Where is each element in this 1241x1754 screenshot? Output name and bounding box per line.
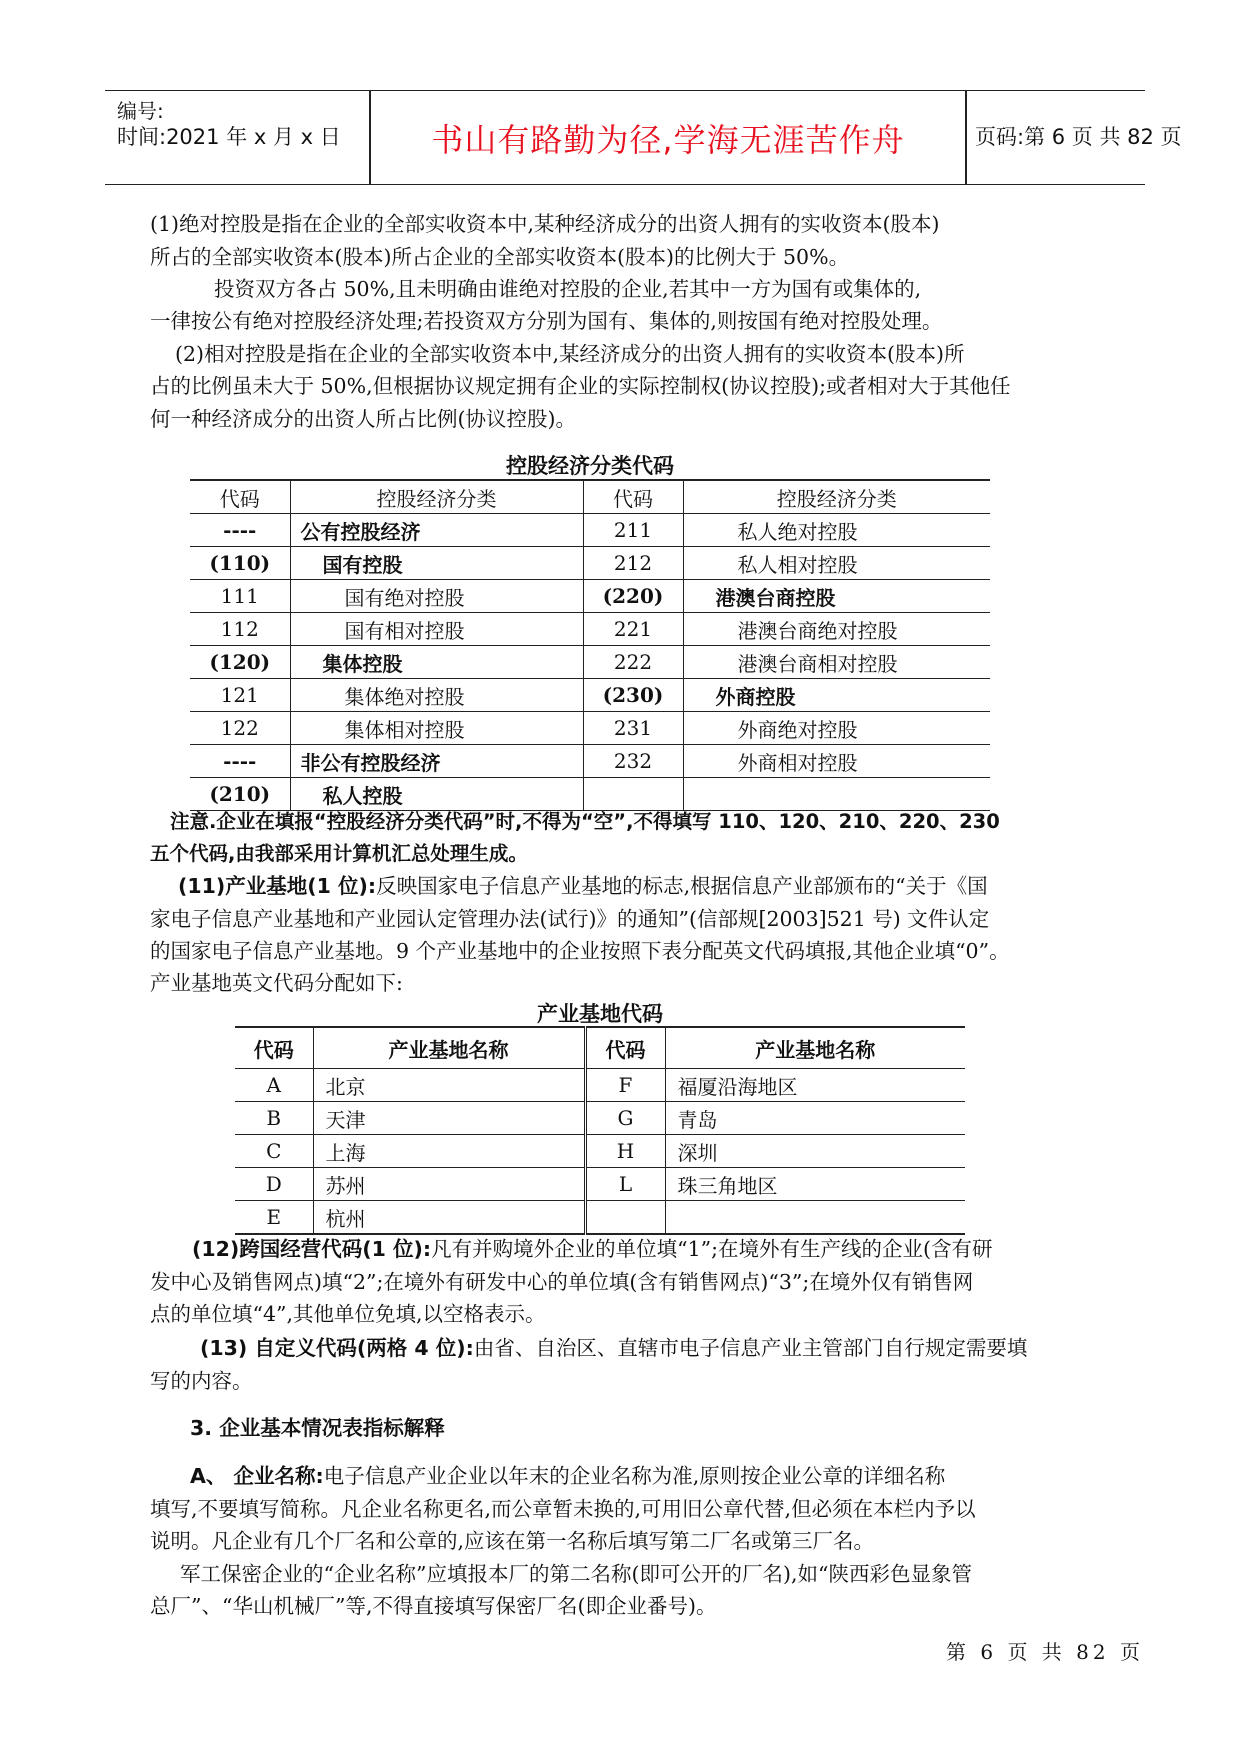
column-header: 控股经济分类 xyxy=(776,486,897,511)
item11-line: 的国家电子信息产业基地。9 个产业基地中的企业按照下表分配英文代码填报,其他企业填“0”。 xyxy=(150,939,1010,963)
note-line: 注意.企业在填报“控股经济分类代码”时,不得为“空”,不得填写 110、120、210、220、230 xyxy=(170,810,1000,833)
item12-head: (12)跨国经营代码(1 位): xyxy=(192,1237,432,1261)
code-cell: (210) xyxy=(190,778,290,811)
page-label: 页码:第 6 页 共 82 页 xyxy=(975,125,1182,149)
category-cell: 私人控股 xyxy=(290,778,583,811)
code-cell: 211 xyxy=(583,514,683,547)
table-row xyxy=(235,1069,965,1102)
code-cell: 121 xyxy=(190,679,290,712)
section-title: 3. 企业基本情况表指标解释 xyxy=(190,1416,445,1440)
column-header: 代码 xyxy=(190,480,290,514)
base-name-cell: 苏州 xyxy=(313,1168,585,1201)
column-header: 代码 xyxy=(585,1027,665,1069)
itemA-text: 电子信息产业企业以年末的企业名称为准,原则按企业公章的详细名称 xyxy=(323,1464,946,1488)
code-cell: 221 xyxy=(583,613,683,646)
code-cell: (120) xyxy=(190,646,290,679)
holding-code-table xyxy=(190,479,990,811)
category-cell: 港澳台商控股 xyxy=(715,585,836,610)
base-name-cell: 福厦沿海地区 xyxy=(677,1074,798,1099)
paragraph-line: 所占的全部实收资本(股本)所占企业的全部实收资本(股本)的比例大于 50%。 xyxy=(150,245,850,269)
code-cell: 212 xyxy=(583,547,683,580)
code-cell: G xyxy=(585,1102,665,1135)
item11-line xyxy=(178,870,1128,903)
paragraph-line: 投资双方各占 50%,且未明确由谁绝对控股的企业,若其中一方为国有或集体的, xyxy=(214,277,922,301)
category-cell: 国有控股 xyxy=(290,547,583,580)
base-name-cell: 珠三角地区 xyxy=(677,1173,778,1198)
code-cell: A xyxy=(235,1069,313,1102)
code-cell: 222 xyxy=(583,646,683,679)
paragraph-line: 何一种经济成分的出资人所占比例(协议控股)。 xyxy=(150,407,576,431)
itemA-line: 军工保密企业的“企业名称”应填报本厂的第二名称(即可公开的厂名),如“陕西彩色显象管 xyxy=(180,1562,972,1586)
code-cell xyxy=(585,1201,665,1235)
column-header: 控股经济分类 xyxy=(290,480,583,514)
table-row xyxy=(190,712,990,745)
code-cell: ---- xyxy=(190,514,290,547)
base-name-cell xyxy=(665,1201,965,1235)
code-cell: (230) xyxy=(583,679,683,712)
category-cell: 私人绝对控股 xyxy=(737,519,858,544)
column-header: 产业基地名称 xyxy=(755,1037,876,1062)
base-name-cell: 青岛 xyxy=(677,1107,718,1132)
category-cell: 外商控股 xyxy=(715,684,796,709)
table-title: 控股经济分类代码 xyxy=(506,454,674,478)
category-cell: 外商相对控股 xyxy=(737,750,858,775)
category-cell: 港澳台商绝对控股 xyxy=(737,618,898,643)
code-cell: H xyxy=(585,1135,665,1168)
base-name-cell: 上海 xyxy=(313,1135,585,1168)
table-row xyxy=(190,679,990,712)
table-row xyxy=(235,1135,965,1168)
paragraph-line: 占的比例虽未大于 50%,但根据协议规定拥有企业的实际控制权(协议控股);或者相对大于其他任 xyxy=(150,374,1011,398)
category-cell: 外商绝对控股 xyxy=(737,717,858,742)
category-cell: 公有控股经济 xyxy=(290,514,583,547)
table-row xyxy=(235,1201,965,1235)
code-cell: L xyxy=(585,1168,665,1201)
table-row xyxy=(190,646,990,679)
category-cell: 非公有控股经济 xyxy=(290,745,583,778)
header-divider xyxy=(965,91,967,184)
table-row xyxy=(235,1168,965,1201)
table-row xyxy=(190,547,990,580)
paragraph-line: (2)相对控股是指在企业的全部实收资本中,某经济成分的出资人拥有的实收资本(股本)所 xyxy=(175,342,965,366)
itemA-head: A、 企业名称: xyxy=(190,1464,324,1488)
note-line: 五个代码,由我部采用计算机汇总处理生成。 xyxy=(150,842,528,865)
code-cell: D xyxy=(235,1168,313,1201)
base-name-cell: 杭州 xyxy=(313,1201,585,1235)
code-cell: 122 xyxy=(190,712,290,745)
item13-head: (13) 自定义代码(两格 4 位): xyxy=(200,1336,474,1360)
industry-base-table xyxy=(235,1026,965,1235)
item12-line: 发中心及销售网点)填“2”;在境外有研发中心的单位填(含有销售网点)“3”;在境外仅有销售网 xyxy=(150,1270,974,1294)
item13-line xyxy=(200,1332,1150,1365)
category-cell: 私人相对控股 xyxy=(737,552,858,577)
item11-text: 反映国家电子信息产业基地的标志,根据信息产业部颁布的“关于《国 xyxy=(376,874,988,898)
table-row xyxy=(190,745,990,778)
column-header: 代码 xyxy=(583,480,683,514)
code-cell: E xyxy=(235,1201,313,1235)
item13-line: 写的内容。 xyxy=(150,1369,253,1393)
code-cell: 112 xyxy=(190,613,290,646)
paragraph-line: (1)绝对控股是指在企业的全部实收资本中,某种经济成分的出资人拥有的实收资本(股本) xyxy=(150,212,940,236)
code-cell: 231 xyxy=(583,712,683,745)
itemA-line xyxy=(190,1460,1140,1493)
itemA-line: 填写,不要填写简称。凡企业名称更名,而公章暂未换的,可用旧公章代替,但必须在本栏内予以 xyxy=(150,1497,976,1521)
code-cell: (220) xyxy=(583,580,683,613)
category-cell: 国有相对控股 xyxy=(290,613,583,646)
category-cell: 港澳台商相对控股 xyxy=(737,651,898,676)
code-cell: C xyxy=(235,1135,313,1168)
itemA-line: 说明。凡企业有几个厂名和公章的,应该在第一名称后填写第二厂名或第三厂名。 xyxy=(150,1529,875,1553)
item11-line: 家电子信息产业基地和产业园认定管理办法(试行)》的通知”(信部规[2003]521 号) 文件认定 xyxy=(150,907,990,931)
item11-line: 产业基地英文代码分配如下: xyxy=(150,971,403,995)
code-cell: ---- xyxy=(190,745,290,778)
table-row xyxy=(190,613,990,646)
category-cell: 集体相对控股 xyxy=(290,712,583,745)
code-cell: F xyxy=(585,1069,665,1102)
column-header: 产业基地名称 xyxy=(313,1027,585,1069)
time-label: 时间:2021 年 x 月 x 日 xyxy=(117,125,341,149)
table-row xyxy=(190,514,990,547)
category-cell: 集体绝对控股 xyxy=(290,679,583,712)
base-name-cell: 深圳 xyxy=(677,1140,718,1165)
table-row xyxy=(190,580,990,613)
header-left xyxy=(105,91,369,184)
itemA-line: 总厂”、“华山机械厂”等,不得直接填写保密厂名(即企业番号)。 xyxy=(150,1594,717,1618)
category-cell: 国有绝对控股 xyxy=(290,580,583,613)
page-footer: 第 6 页 共 82 页 xyxy=(946,1640,1144,1664)
code-cell: B xyxy=(235,1102,313,1135)
code-cell: (110) xyxy=(190,547,290,580)
item11-head: (11)产业基地(1 位): xyxy=(178,874,377,898)
header-center xyxy=(371,91,965,184)
base-name-cell: 天津 xyxy=(313,1102,585,1135)
item13-text: 由省、自治区、直辖市电子信息产业主管部门自行规定需要填 xyxy=(473,1336,1028,1360)
paragraph-line: 一律按公有绝对控股经济处理;若投资双方分别为国有、集体的,则按国有绝对控股处理。 xyxy=(150,309,943,333)
table-row xyxy=(235,1102,965,1135)
number-label: 编号: xyxy=(117,99,164,123)
column-header: 代码 xyxy=(235,1027,313,1069)
base-name-cell: 北京 xyxy=(313,1069,585,1102)
item12-text: 凡有并购境外企业的单位填“1”;在境外有生产线的企业(含有研 xyxy=(431,1237,993,1261)
code-cell: 232 xyxy=(583,745,683,778)
item12-line: 点的单位填“4”,其他单位免填,以空格表示。 xyxy=(150,1302,546,1326)
motto: 书山有路勤为径,学海无涯苦作舟 xyxy=(431,121,905,159)
item12-line xyxy=(192,1233,1142,1266)
code-cell: 111 xyxy=(190,580,290,613)
page-header xyxy=(105,90,1182,185)
table-title: 产业基地代码 xyxy=(537,1002,663,1026)
category-cell: 集体控股 xyxy=(290,646,583,679)
